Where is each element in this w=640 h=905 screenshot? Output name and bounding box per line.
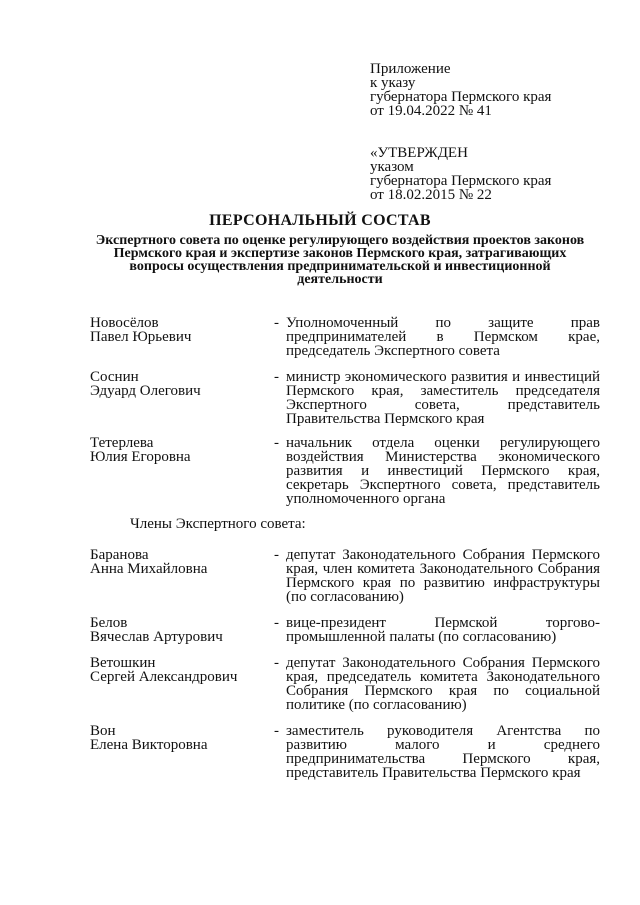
- approved-line: «УТВЕРЖДЕН: [370, 145, 468, 161]
- dash-separator: -: [274, 435, 279, 451]
- person-name: [90, 370, 270, 398]
- dash-separator: -: [274, 315, 279, 331]
- person-role: Уполномоченный по защите прав предпринимателей в Пермском крае, председатель Экспертного совета: [286, 315, 600, 359]
- person-role: депутат Законодательного Собрания Пермского края, председатель комитета Законодательного Собрания Пермского края по социальной политике (по согласованию): [286, 655, 600, 713]
- person-given-name: Сергей Александрович: [90, 669, 238, 685]
- appendix-line: Приложение: [370, 61, 451, 77]
- approved-line: от 18.02.2015 № 22: [370, 187, 492, 203]
- appendix-block: [370, 62, 551, 118]
- person-role: начальник отдела оценки регулирующего воздействия Министерства экономического развития и инвестиций Пермского края, секретарь Экспертного совета, представитель уполномоченного органа: [286, 435, 600, 507]
- person-surname: Новосёлов: [90, 315, 159, 331]
- person-surname: Баранова: [90, 547, 149, 563]
- person-name: [90, 656, 270, 684]
- approved-line: губернатора Пермского края: [370, 173, 552, 189]
- person-given-name: Эдуард Олегович: [90, 383, 201, 399]
- approved-block: [370, 146, 551, 202]
- person-name: [90, 616, 270, 644]
- document-subtitle: Экспертного совета по оценке регулирующего воздействия проектов законов Пермского края и экспертизе законов Пермского края, затрагивающих вопросы осуществления предпринимательской и инвестиционной деятельности: [95, 233, 585, 287]
- person-role: министр экономического развития и инвестиций Пермского края, заместитель председателя Экспертного совета, представитель Правительства Пермского края: [286, 369, 600, 427]
- person-given-name: Анна Михайловна: [90, 561, 208, 577]
- person-name: [90, 436, 270, 464]
- document-title: ПЕРСОНАЛЬНЫЙ СОСТАВ: [209, 212, 431, 229]
- person-role: депутат Законодательного Собрания Пермского края, член комитета Законодательного Собрания Пермского края по развитию инфраструктуры (по согласованию): [286, 547, 600, 605]
- person-given-name: Елена Викторовна: [90, 737, 208, 753]
- person-given-name: Юлия Егоровна: [90, 449, 191, 465]
- person-surname: Соснин: [90, 369, 139, 385]
- person-surname: Ветошкин: [90, 655, 156, 671]
- appendix-line: губернатора Пермского края: [370, 89, 552, 105]
- person-surname: Вон: [90, 723, 116, 739]
- dash-separator: -: [274, 547, 279, 563]
- members-heading: Члены Экспертного совета:: [130, 516, 306, 532]
- person-given-name: Павел Юрьевич: [90, 329, 192, 345]
- person-given-name: Вячеслав Артурович: [90, 629, 223, 645]
- person-name: [90, 724, 270, 752]
- person-role: заместитель руководителя Агентства по развитию малого и среднего предпринимательства Пермского края, представитель Правительства Пермского края: [286, 723, 600, 781]
- appendix-line: к указу: [370, 75, 416, 91]
- person-surname: Тетерлева: [90, 435, 154, 451]
- approved-line: указом: [370, 159, 414, 175]
- person-role: вице-президент Пермской торгово-промышленной палаты (по согласованию): [286, 615, 600, 645]
- person-name: [90, 316, 270, 344]
- dash-separator: -: [274, 723, 279, 739]
- person-name: [90, 548, 270, 576]
- dash-separator: -: [274, 369, 279, 385]
- person-surname: Белов: [90, 615, 128, 631]
- appendix-line: от 19.04.2022 № 41: [370, 103, 492, 119]
- dash-separator: -: [274, 655, 279, 671]
- dash-separator: -: [274, 615, 279, 631]
